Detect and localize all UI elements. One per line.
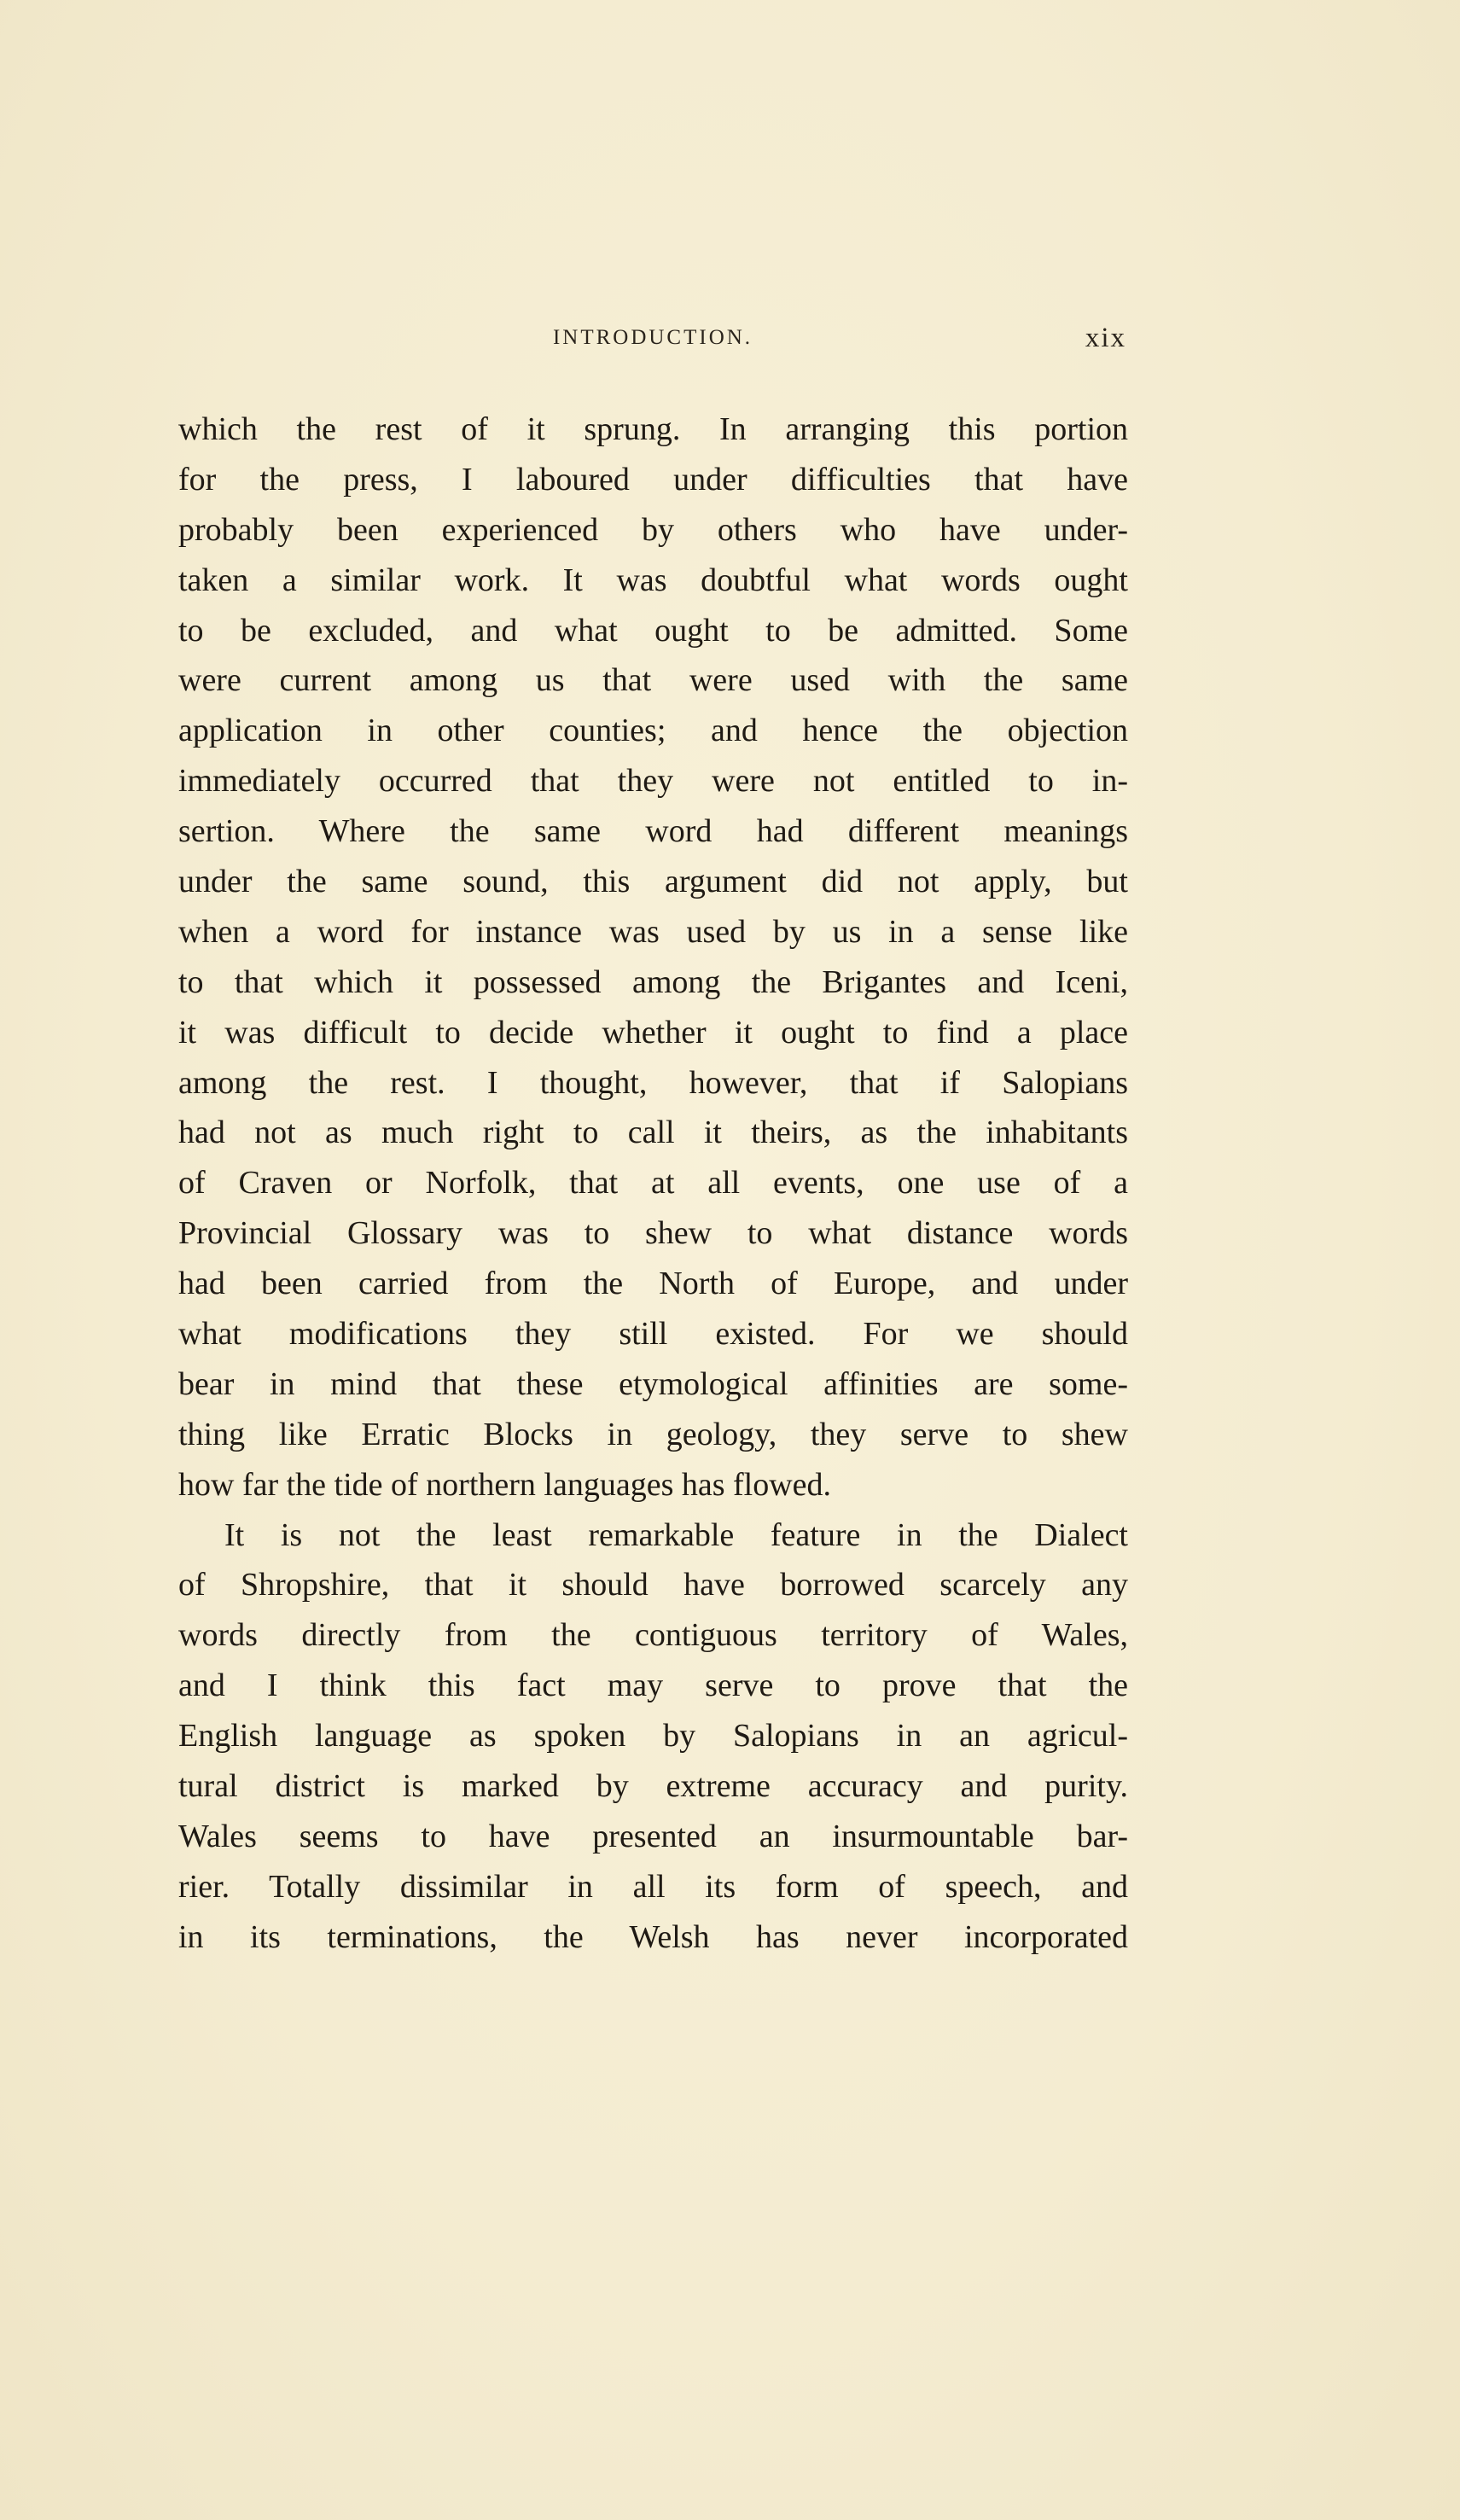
text-line: how far the tide of northern languages has flowed. — [178, 1466, 832, 1503]
text-line: sertion. Where the same word had different meanings — [178, 813, 1128, 850]
text-line: It is not the least remarkable feature in the Dialect — [224, 1516, 1128, 1553]
text-line: Provincial Glossary was to shew to what distance words — [178, 1215, 1128, 1252]
running-title: INTRODUCTION. — [552, 326, 753, 349]
text-line: and I think this fact may serve to prove that the — [178, 1667, 1128, 1704]
text-line: under the same sound, this argument did not apply, but — [178, 864, 1128, 900]
body-text — [178, 404, 1128, 1963]
page-number: xix — [1085, 323, 1126, 353]
text-line: tural district is marked by extreme accuracy and purity. — [178, 1768, 1128, 1805]
text-line: for the press, I laboured under difficulties that have — [178, 461, 1128, 498]
paragraph-2 — [178, 1510, 1128, 1963]
text-line: to be excluded, and what ought to be admitted. Some — [178, 612, 1128, 649]
text-line: to that which it possessed among the Brigantes and Iceni, — [178, 963, 1128, 1000]
text-line: taken a similar work. It was doubtful what words ought — [178, 562, 1128, 598]
text-line: of Craven or Norfolk, that at all events, one use of a — [178, 1165, 1128, 1202]
text-line: it was difficult to decide whether it ought to find a place — [178, 1014, 1128, 1050]
text-line: English language as spoken by Salopians in an agricul- — [178, 1718, 1128, 1755]
text-line: what modifications they still existed. For we should — [178, 1316, 1128, 1353]
running-head — [179, 323, 1126, 360]
text-line: thing like Erratic Blocks in geology, they serve to shew — [178, 1416, 1128, 1452]
text-line: rier. Totally dissimilar in all its form of speech, and — [178, 1868, 1128, 1905]
paragraph-1 — [178, 404, 1128, 1510]
text-line: application in other counties; and hence the objection — [178, 713, 1128, 749]
text-line: probably been experienced by others who have under- — [178, 511, 1128, 548]
text-line: which the rest of it sprung. In arranging this portion — [178, 411, 1128, 447]
text-line: when a word for instance was used by us in a sense like — [178, 913, 1128, 950]
text-line: bear in mind that these etymological affinities are some- — [178, 1365, 1128, 1402]
text-line: of Shropshire, that it should have borrowed scarcely any — [178, 1567, 1128, 1603]
text-line: immediately occurred that they were not entitled to in- — [178, 763, 1128, 800]
text-line: were current among us that were used with the same — [178, 662, 1128, 699]
text-line: words directly from the contiguous territory of Wales, — [178, 1617, 1128, 1654]
text-line: had been carried from the North of Europe, and under — [178, 1266, 1128, 1302]
text-line: among the rest. I thought, however, that if Salopians — [178, 1064, 1128, 1101]
text-line: Wales seems to have presented an insurmountable bar- — [178, 1818, 1128, 1854]
text-line: had not as much right to call it theirs, as the inhabitants — [178, 1115, 1128, 1151]
text-line: in its terminations, the Welsh has never incorporated — [178, 1918, 1128, 1955]
